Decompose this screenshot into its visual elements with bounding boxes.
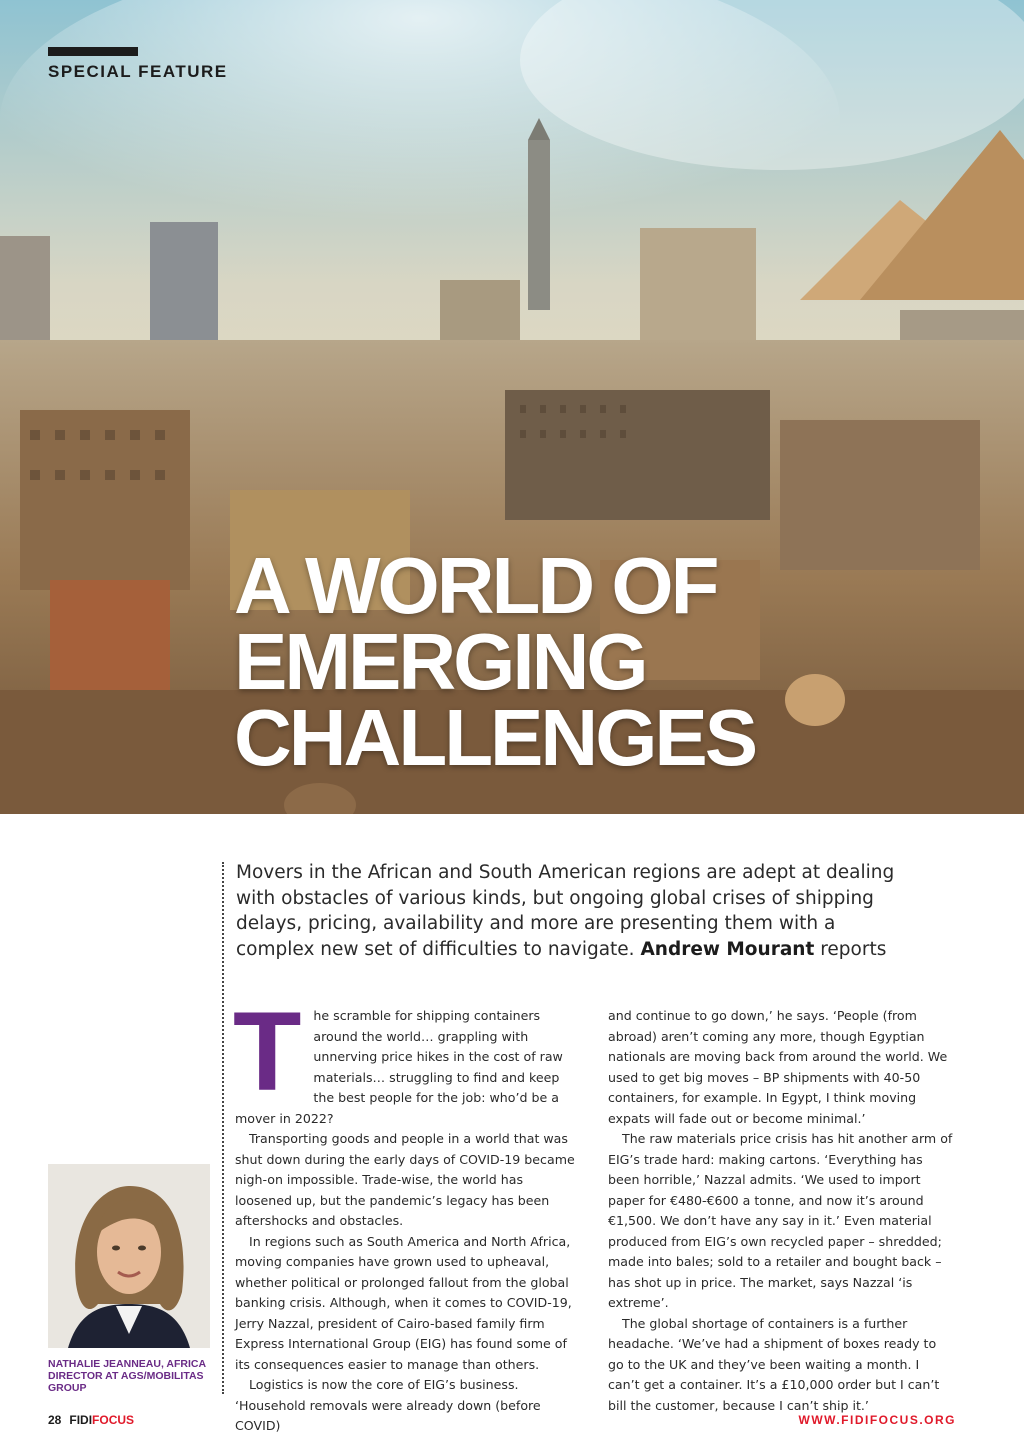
photo-caption: NATHALIE JEANNEAU, AFRICA DIRECTOR AT AGS/MOBILITAS GROUP: [48, 1358, 206, 1394]
article-column-1: [233, 989, 581, 1437]
website-url[interactable]: WWW.FIDIFOCUS.ORG: [798, 1413, 956, 1427]
portrait-photo: [48, 1164, 210, 1348]
headline-line-3: CHALLENGES: [234, 693, 756, 782]
standfirst: [236, 860, 896, 962]
paragraph: and continue to go down,’ he says. ‘People (from abroad) aren’t coming any more, though Egyptian nationals are moving back from around the world. We used to get big moves – BP shipments with 40-50 containers, for example. In Egypt, I think moving expats will fade out or become minimal.’: [608, 1008, 948, 1126]
paragraph: The raw materials price crisis has hit another arm of EIG’s trade hard: making cartons. ‘Everything has been horrible,’ Nazzal admits. ‘We used to import paper for €480-€600 a tonne, and now it’s around €1,500. We don’t have any say in it.’ Even material produced from EIG’s own recycled paper – shredded; made into bales; sold to a retailer and bought back – has shot up in price. The market, says Nazzal ‘is extreme’.: [608, 1131, 953, 1310]
headline-line-1: A WORLD OF: [234, 541, 717, 630]
brand-name-part-1: FIDI: [69, 1413, 93, 1427]
paragraph: In regions such as South America and North Africa, moving companies have grown used to upheaval, whether political or prolonged fallout from the global banking crisis. Although, when it comes to COVID-19, Jerry Nazzal, president of Cairo-based family firm Express International Group (EIG) has found some of its consequences easier to manage than others.: [235, 1233, 572, 1372]
page-footer-left: [48, 1413, 134, 1427]
section-kicker: SPECIAL FEATURE: [48, 62, 228, 81]
article-column-2: [608, 1006, 954, 1416]
standfirst-suffix: reports: [820, 938, 887, 960]
kicker-bar: [48, 47, 138, 56]
dotted-divider: [222, 862, 224, 1394]
drop-cap: T: [233, 989, 302, 1114]
standfirst-text: Movers in the African and South American regions are adept at dealing with obstacles of various kinds, but ongoing global crises of shipping delays, pricing, availability and more are presenting them with a complex new set of difficulties to navigate.: [236, 862, 895, 960]
paragraph: The global shortage of containers is a further headache. ‘We’ve had a shipment of boxes ready to go to the UK and they’ve been waiting a month. I can’t get a container. It’s a £10,000 order but I can’t bill the customer, because I can’t ship it.’: [608, 1315, 940, 1413]
portrait-illustration: [48, 1164, 210, 1348]
brand-name-part-2: FOCUS: [92, 1413, 135, 1427]
headline-line-2: EMERGING: [234, 617, 646, 706]
paragraph: Transporting goods and people in a world that was shut down during the early days of COVID-19 became nigh-on impossible. Trade-wise, the world has loosened up, but the pandemic’s legacy has been aftershocks and obstacles.: [235, 1131, 575, 1228]
paragraph: Logistics is now the core of EIG’s business. ‘Household removals were already down (before COVID): [235, 1377, 541, 1433]
author-name: Andrew Mourant: [640, 938, 815, 960]
paragraph: he scramble for shipping containers around the world… grappling with unnerving price hikes in the cost of raw materials… struggling to find and keep the best people for the job: who’d be a mover in 2022?: [235, 1008, 563, 1126]
page-number: 28: [48, 1413, 62, 1427]
headline: [234, 541, 756, 782]
